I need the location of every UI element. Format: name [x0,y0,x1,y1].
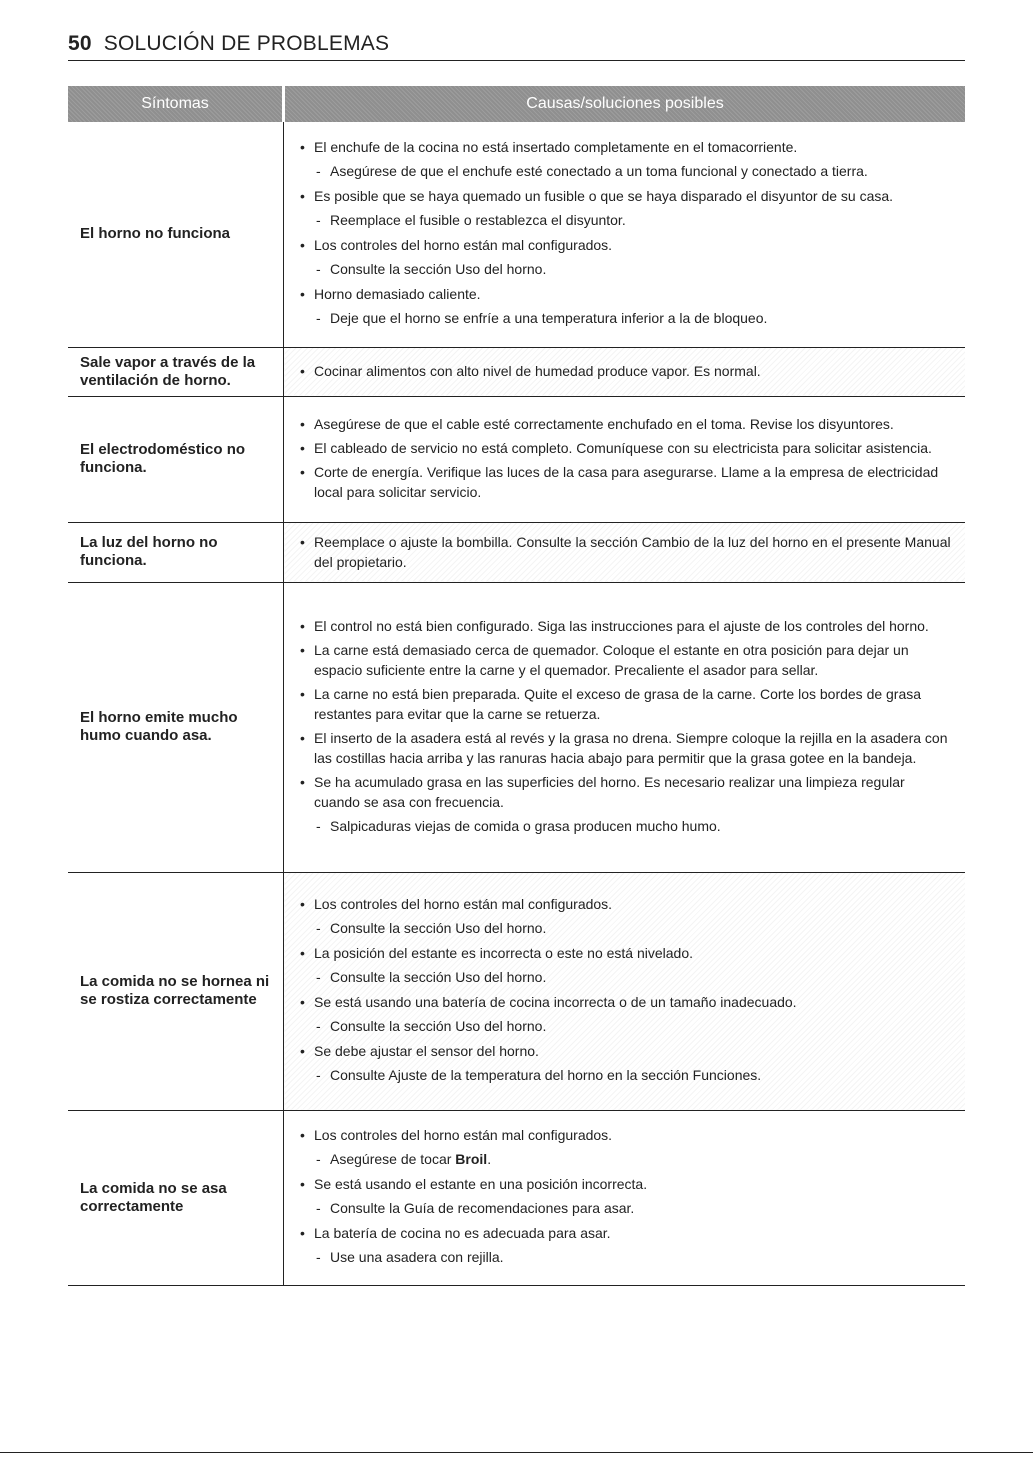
solution-subitem: - Asegúrese de que el enchufe esté conectado a un toma funcional y conectado a tierra. [300,161,951,181]
solution-subitem: - Consulte la sección Uso del horno. [300,967,951,987]
cause-bullet: • Es posible que se haya quemado un fusible o que se haya disparado el disyuntor de su casa. [300,186,951,206]
table-header-row [68,86,965,122]
symptom-cell: La luz del horno no funciona. [68,522,284,582]
troubleshooting-table [68,86,965,1286]
cause-bullet: • Corte de energía. Verifique las luces de la casa para asegurarse. Llame a la empresa de electricidad local para solicitar servicio. [300,462,951,502]
cause-bullet: • Se está usando el estante en una posición incorrecta. [300,1174,951,1194]
cause-bullet: • Se ha acumulado grasa en las superficies del horno. Es necesario realizar una limpieza regular cuando se asa con frecuencia. [300,772,951,812]
symptom-cell: La comida no se asa correctamente [68,1110,284,1285]
table-row [68,582,965,872]
cause-bullet: • Cocinar alimentos con alto nivel de humedad produce vapor. Es normal. [300,361,951,381]
solution-subitem: - Deje que el horno se enfríe a una temperatura inferior a la de bloqueo. [300,308,951,328]
cause-bullet: • La batería de cocina no es adecuada para asar. [300,1223,951,1243]
column-header-causes: Causas/soluciones posibles [284,86,966,122]
causes-list [300,414,951,502]
causes-list [300,137,951,328]
table-row [68,1110,965,1285]
table-row [68,872,965,1110]
cause-bullet: • El enchufe de la cocina no está insertado completamente en el tomacorriente. [300,137,951,157]
solution-subitem: - Consulte la sección Uso del horno. [300,918,951,938]
cause-bullet: • Asegúrese de que el cable esté correctamente enchufado en el toma. Revise los disyuntores. [300,414,951,434]
symptom-cell: El electrodoméstico no funciona. [68,396,284,522]
causes-cell [284,522,966,582]
page-number: 50 [68,32,92,55]
solution-subitem: - Consulte Ajuste de la temperatura del horno en la sección Funciones. [300,1065,951,1085]
symptom-cell: La comida no se hornea ni se rostiza correctamente [68,872,284,1110]
solution-subitem: - Salpicaduras viejas de comida o grasa producen mucho humo. [300,816,951,836]
causes-list [300,1125,951,1267]
solution-subitem [300,1149,951,1169]
symptom-cell: El horno no funciona [68,122,284,347]
causes-cell [284,582,966,872]
table-row [68,347,965,396]
cause-bullet: • Reemplace o ajuste la bombilla. Consulte la sección Cambio de la luz del horno en el presente Manual del propietario. [300,532,951,572]
causes-list [300,894,951,1085]
causes-list [300,361,951,381]
causes-cell [284,122,966,347]
page-title: SOLUCIÓN DE PROBLEMAS [103,32,390,55]
solution-subitem: - Use una asadera con rejilla. [300,1247,951,1267]
cause-bullet: • El inserto de la asadera está al revés y la grasa no drena. Siempre coloque la rejilla en la asadera con las costillas hacia arriba y las ranuras hacia abajo para permitir que la grasa gotee en la bandeja. [300,728,951,768]
symptom-cell: Sale vapor a través de la ventilación de horno. [68,347,284,396]
page-bottom-rule [0,1452,1033,1453]
column-header-symptoms: Síntomas [68,86,284,122]
table-row [68,122,965,347]
cause-bullet: • Se está usando una batería de cocina incorrecta o de un tamaño inadecuado. [300,992,951,1012]
cause-bullet: • La carne está demasiado cerca de quemador. Coloque el estante en otra posición para dejar un espacio suficiente entre la carne y el quemador. Precaliente el asador para sellar. [300,640,951,680]
item-text: Asegúrese de tocar [330,1151,456,1167]
page-header [68,32,965,61]
cause-bullet: • Los controles del horno están mal configurados. [300,235,951,255]
causes-cell [284,396,966,522]
item-text-end: . [487,1151,492,1167]
causes-cell [284,872,966,1110]
cause-bullet: • Los controles del horno están mal configurados. [300,894,951,914]
cause-bullet: • Horno demasiado caliente. [300,284,951,304]
cause-bullet: • La posición del estante es incorrecta o este no está nivelado. [300,943,951,963]
causes-cell [284,1110,966,1285]
solution-subitem: - Reemplace el fusible o restablezca el disyuntor. [300,210,951,230]
solution-subitem: - Consulte la sección Uso del horno. [300,1016,951,1036]
cause-bullet: • Se debe ajustar el sensor del horno. [300,1041,951,1061]
cause-bullet: • La carne no está bien preparada. Quite el exceso de grasa de la carne. Corte los bordes de grasa restantes para evitar que la carne se retuerza. [300,684,951,724]
solution-subitem: - Consulte la sección Uso del horno. [300,259,951,279]
cause-bullet: • El cableado de servicio no está completo. Comuníquese con su electricista para solicitar asistencia. [300,438,951,458]
causes-cell [284,347,966,396]
table-row [68,396,965,522]
symptom-cell: El horno emite mucho humo cuando asa. [68,582,284,872]
causes-list [300,532,951,572]
table-row [68,522,965,582]
cause-bullet: • El control no está bien configurado. Siga las instrucciones para el ajuste de los controles del horno. [300,616,951,636]
solution-subitem: - Consulte la Guía de recomendaciones para asar. [300,1198,951,1218]
causes-list [300,616,951,836]
cause-bullet: • Los controles del horno están mal configurados. [300,1125,951,1145]
button-name-emphasis: Broil [455,1151,488,1167]
